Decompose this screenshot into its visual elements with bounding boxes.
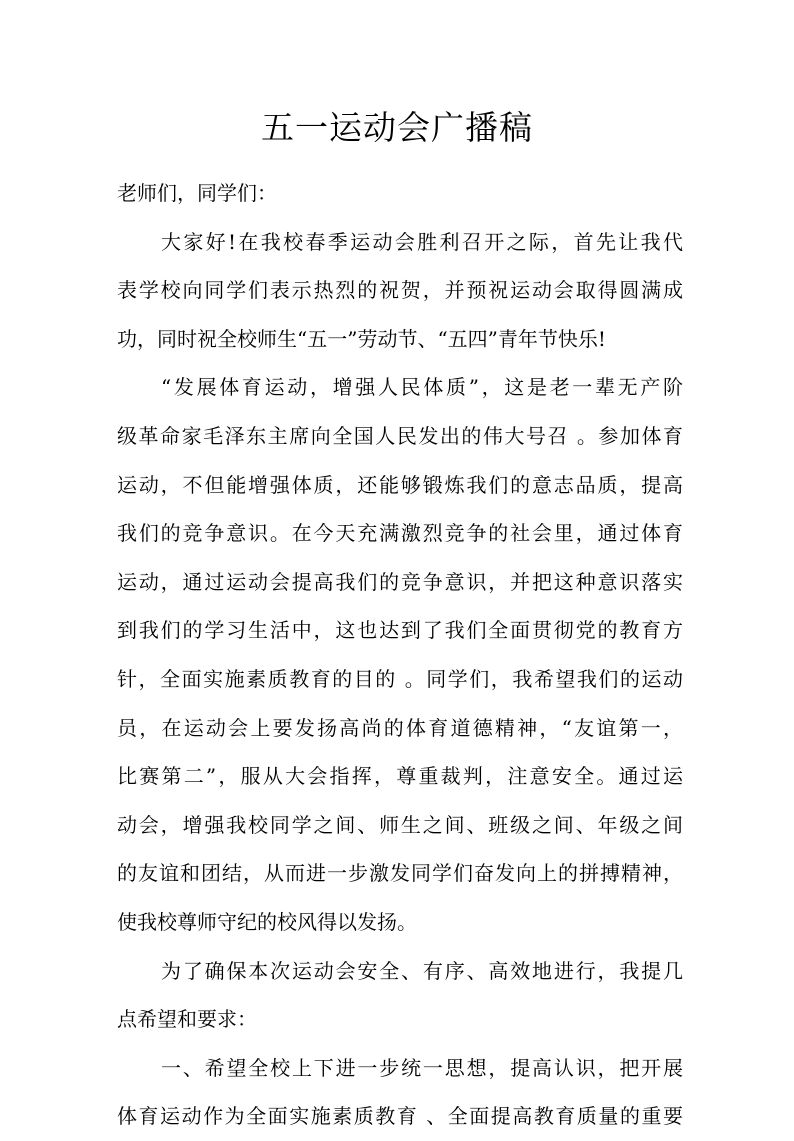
paragraph-line: 到我们的学习生活中，这也达到了我们全面贯彻党的教育方 xyxy=(117,618,683,643)
paragraph-line: 比赛第二”，服从大会指挥，尊重裁判，注意安全。通过运 xyxy=(117,764,683,789)
paragraph-line: 体育运动作为全面实施素质教育 、全面提高教育质量的重要 xyxy=(117,1104,683,1129)
paragraph-line: 员，在运动会上要发扬高尚的体育道德精神，“友谊第一， xyxy=(117,715,683,740)
paragraph-line: 点希望和要求： xyxy=(117,1007,257,1032)
salutation: 老师们，同学们： xyxy=(117,181,277,205)
paragraph-line: 针，全面实施素质教育的目的 。同学们，我希望我们的运动 xyxy=(117,666,683,691)
paragraph-line: 我们的竞争意识。在今天充满激烈竞争的社会里，通过体育 xyxy=(117,521,683,546)
paragraph-line: 为了确保本次运动会安全、有序、高效地进行，我提几 xyxy=(161,958,683,983)
paragraph-line: 的友谊和团结，从而进一步激发同学们奋发向上的拼搏精神， xyxy=(117,861,683,886)
paragraph-line: 一、希望全校上下进一步统一思想，提高认识，把开展 xyxy=(161,1055,683,1080)
paragraph-line: 功，同时祝全校师生“五一”劳动节、“五四”青年节快乐! xyxy=(117,326,606,351)
paragraph-line: 运动，通过运动会提高我们的竞争意识，并把这种意识落实 xyxy=(117,569,683,594)
paragraph-line: 表学校向同学们表示热烈的祝贺，并预祝运动会取得圆满成 xyxy=(117,278,683,303)
paragraph-greeting xyxy=(117,218,683,364)
paragraph-line: 使我校尊师守纪的校风得以发扬。 xyxy=(117,909,417,934)
paragraph-line: 动会，增强我校同学之间、师生之间、班级之间、年级之间 xyxy=(117,812,683,837)
paragraph-line: “发展体育运动，增强人民体质”，这是老一辈无产阶 xyxy=(161,375,683,400)
paragraph-line: 级革命家毛泽东主席向全国人民发出的伟大号召 。参加体育 xyxy=(117,423,683,448)
paragraph-line: 大家好!在我校春季运动会胜利召开之际，首先让我代 xyxy=(161,229,683,254)
paragraph-line: 运动，不但能增强体质，还能够锻炼我们的意志品质，提高 xyxy=(117,472,683,497)
paragraph-requirement-one xyxy=(117,1044,683,1141)
paragraph-sports-purpose xyxy=(117,363,683,946)
document-title: 五一运动会广播稿 xyxy=(261,108,533,147)
paragraph-requirements-intro xyxy=(117,947,683,1044)
document-body xyxy=(117,169,683,1141)
